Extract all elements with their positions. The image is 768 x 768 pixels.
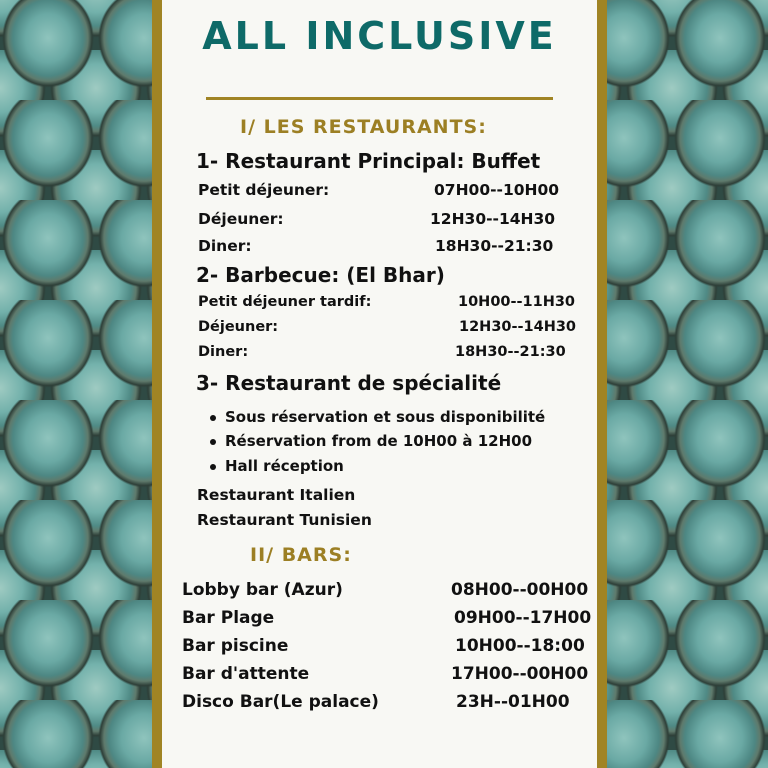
bar-name: Bar Plage bbox=[182, 608, 275, 628]
bullet-icon bbox=[210, 439, 216, 445]
bar-name: Bar d'attente bbox=[182, 664, 310, 684]
bar-name: Lobby bar (Azur) bbox=[182, 580, 343, 600]
bar-time: 09H00--17H00 bbox=[454, 608, 592, 628]
bar-time: 08H00--00H00 bbox=[451, 580, 589, 600]
restaurant-principal-title: 1- Restaurant Principal: Buffet bbox=[196, 149, 541, 173]
meal-time: 18H30--21:30 bbox=[435, 237, 554, 255]
meal-label: Petit déjeuner tardif: bbox=[198, 294, 372, 310]
meal-time: 12H30--14H30 bbox=[430, 210, 556, 228]
page-title: ALL INCLUSIVE bbox=[202, 14, 557, 58]
meal-time: 10H00--11H30 bbox=[458, 294, 576, 310]
title-divider bbox=[206, 97, 553, 100]
bar-time: 17H00--00H00 bbox=[451, 664, 589, 684]
meal-time: 07H00--10H00 bbox=[434, 181, 560, 199]
bars-heading: II/ BARS: bbox=[250, 544, 352, 566]
restaurant-option: Restaurant Tunisien bbox=[197, 511, 372, 529]
restaurant-option: Restaurant Italien bbox=[197, 486, 356, 504]
meal-label: Déjeuner: bbox=[198, 210, 284, 228]
meal-time: 12H30--14H30 bbox=[459, 319, 577, 335]
bar-time: 23H--01H00 bbox=[456, 692, 570, 712]
bar-time: 10H00--18:00 bbox=[455, 636, 585, 656]
barbecue-title: 2- Barbecue: (El Bhar) bbox=[196, 263, 445, 287]
restaurants-heading: I/ LES RESTAURANTS: bbox=[240, 116, 487, 138]
meal-label: Petit déjeuner: bbox=[198, 181, 330, 199]
bar-name: Disco Bar(Le palace) bbox=[182, 692, 379, 712]
meal-label: Diner: bbox=[198, 237, 252, 255]
meal-time: 18H30--21:30 bbox=[455, 344, 566, 360]
bullet-icon bbox=[210, 415, 216, 421]
meal-label: Déjeuner: bbox=[198, 319, 279, 335]
meal-label: Diner: bbox=[198, 344, 249, 360]
bar-name: Bar piscine bbox=[182, 636, 289, 656]
bullet-icon bbox=[210, 464, 216, 470]
menu-panel: ALL INCLUSIVE I/ LES RESTAURANTS: 1- Restaurant Principal: Buffet Petit déjeuner: 07H00--10H00 Déjeuner: 12H30--14H30 Diner: 18H30--21:30 2- Barbecue: (El Bhar) Petit déjeuner tardif: 10H00--11H30 Déjeuner: 12H30--14H30 Diner: 18H30--21:30 3- Restaurant de spécialité Sous réservation et sous disponibilité Réservation from de 10H00 à 12H00 Hall réception Restaurant Italien Restaurant Tunisien II/ BARS: Lobby bar (Azur) 08H00--00H00 Bar Plage 09H00--17H00 Bar piscine 10H00--18:00 Bar d'attente 17H00--00H00 Disco Bar(Le palace) 23H--01H00 bbox=[152, 0, 607, 768]
specialite-title: 3- Restaurant de spécialité bbox=[196, 371, 502, 395]
